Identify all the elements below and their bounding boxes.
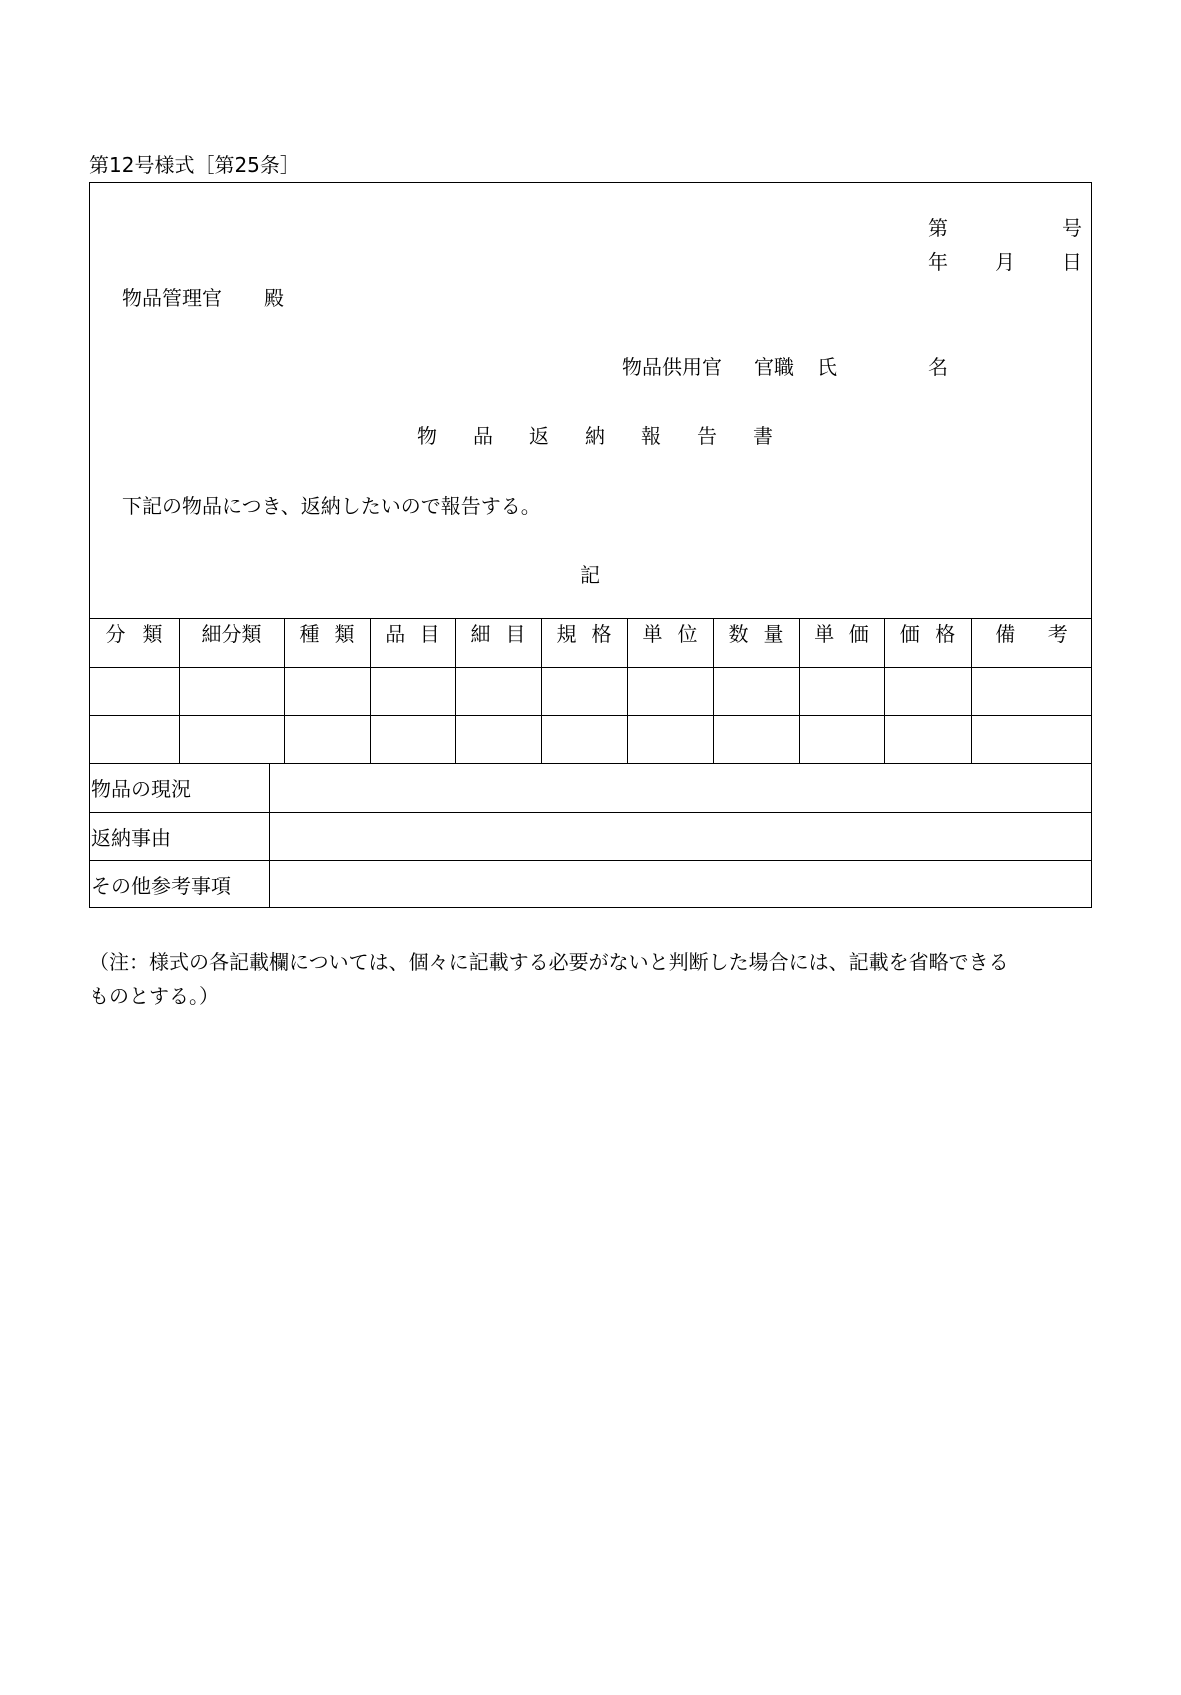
table-cell[interactable] [799, 667, 884, 715]
table-cell[interactable] [884, 667, 971, 715]
table-cell[interactable] [370, 667, 455, 715]
table-cell[interactable] [455, 715, 541, 763]
column-header-text: 細分類 [201, 622, 262, 646]
column-header-text: 類 [334, 622, 355, 646]
column-header-text: 考 [1047, 622, 1068, 646]
table-cell[interactable] [179, 715, 284, 763]
sender-post: 官職 [754, 355, 794, 379]
column-header-text: 格 [935, 622, 956, 646]
field-label: 物品の現況 [91, 777, 191, 801]
table-cell[interactable] [284, 715, 370, 763]
note-line-2: ものとする。） [89, 984, 219, 1008]
column-header-text: 価 [848, 622, 869, 646]
sender-role: 物品供用官 [622, 355, 722, 379]
table-cell[interactable] [971, 715, 1092, 763]
field-value[interactable] [270, 812, 1091, 860]
column-header-text: 類 [142, 622, 163, 646]
ki-label: 記 [580, 563, 600, 587]
table-cell[interactable] [455, 667, 541, 715]
table-cell[interactable] [541, 667, 627, 715]
column-header-text: 位 [677, 622, 698, 646]
column-header [179, 622, 284, 646]
column-header-text: 目 [419, 622, 440, 646]
table-cell[interactable] [971, 667, 1092, 715]
column-header [284, 622, 370, 646]
title-char: 納 [585, 424, 605, 448]
table-cell[interactable] [284, 667, 370, 715]
column-header [541, 622, 627, 646]
table-cell[interactable] [627, 667, 713, 715]
column-header-text: 規 [556, 622, 577, 646]
date-month: 月 [995, 250, 1015, 274]
number-prefix: 第 [928, 216, 948, 240]
date-day: 日 [1062, 250, 1082, 274]
field-label: 返納事由 [91, 826, 171, 850]
table-cell[interactable] [89, 715, 179, 763]
table-cell[interactable] [884, 715, 971, 763]
title-char: 告 [697, 424, 717, 448]
table-cell[interactable] [370, 715, 455, 763]
row-line [89, 618, 1092, 619]
table-cell[interactable] [627, 715, 713, 763]
column-header-text: 量 [763, 622, 784, 646]
column-header-text: 価 [899, 622, 920, 646]
column-header [455, 622, 541, 646]
table-cell[interactable] [179, 667, 284, 715]
field-value[interactable] [270, 763, 1091, 811]
date-year: 年 [928, 250, 948, 274]
column-header-text: 単 [642, 622, 663, 646]
column-header-text: 格 [591, 622, 612, 646]
column-header [799, 622, 884, 646]
column-header-text: 種 [299, 622, 320, 646]
column-header [884, 622, 971, 646]
column-header-text: 数 [728, 622, 749, 646]
column-header [89, 622, 179, 646]
column-header-text: 備 [995, 622, 1016, 646]
title-char: 品 [473, 424, 493, 448]
column-header-text: 品 [385, 622, 406, 646]
field-value[interactable] [270, 860, 1091, 908]
table-cell[interactable] [713, 715, 799, 763]
title-char: 書 [753, 424, 773, 448]
table-cell[interactable] [799, 715, 884, 763]
column-header-text: 分 [105, 622, 126, 646]
addressee-title: 物品管理官 [122, 286, 222, 310]
body-text: 下記の物品につき、返納したいので報告する。 [122, 494, 541, 518]
field-label: その他参考事項 [91, 874, 231, 898]
column-header-text: 目 [505, 622, 526, 646]
form-label: 第12号様式［第25条］ [89, 153, 300, 177]
number-suffix: 号 [1062, 216, 1082, 240]
sender-name-a: 氏 [817, 355, 837, 379]
column-header [971, 622, 1092, 646]
title-char: 返 [529, 424, 549, 448]
title-char: 物 [417, 424, 437, 448]
sender-name-b: 名 [928, 355, 948, 379]
table-cell[interactable] [713, 667, 799, 715]
addressee-honorific: 殿 [264, 286, 284, 310]
note-line-1: （注：様式の各記載欄については、個々に記載する必要がないと判断した場合には、記載を省略できる [89, 950, 1009, 974]
column-header-text: 細 [470, 622, 491, 646]
table-cell[interactable] [89, 667, 179, 715]
column-header [627, 622, 713, 646]
table-cell[interactable] [541, 715, 627, 763]
column-header [370, 622, 455, 646]
column-header [713, 622, 799, 646]
title-char: 報 [641, 424, 661, 448]
column-header-text: 単 [814, 622, 835, 646]
